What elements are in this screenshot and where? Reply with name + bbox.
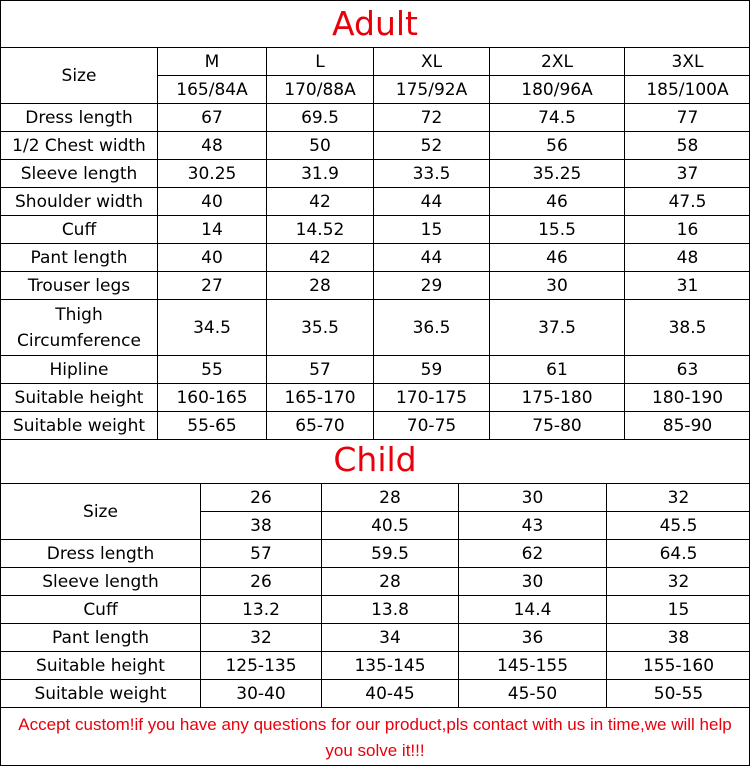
measurement-value: 34 [322, 624, 459, 652]
measurement-value: 29 [374, 272, 490, 300]
measurement-value: 14 [158, 216, 267, 244]
measurement-row [1, 104, 750, 132]
size-name-cell: 30 [459, 484, 607, 512]
measurement-value: 67 [158, 104, 267, 132]
size-code-cell: 38 [201, 512, 322, 540]
measurement-row [1, 596, 750, 624]
measurement-value: 61 [490, 356, 625, 384]
measurement-label: Pant length [1, 624, 201, 652]
measurement-label: Suitable weight [1, 412, 158, 440]
measurement-value: 30 [490, 272, 625, 300]
measurement-value: 30.25 [158, 160, 267, 188]
measurement-value: 77 [625, 104, 750, 132]
measurement-value: 57 [267, 356, 374, 384]
measurement-value: 59.5 [322, 540, 459, 568]
measurement-value: 48 [158, 132, 267, 160]
measurement-value: 32 [201, 624, 322, 652]
measurement-value: 42 [267, 188, 374, 216]
size-header-row [1, 48, 750, 76]
measurement-value: 40-45 [322, 680, 459, 708]
measurement-value: 44 [374, 188, 490, 216]
measurement-value: 13.8 [322, 596, 459, 624]
child-title: Child [333, 440, 417, 479]
measurement-row [1, 216, 750, 244]
measurement-label: Suitable height [1, 384, 158, 412]
measurement-value: 30 [459, 568, 607, 596]
measurement-value: 57 [201, 540, 322, 568]
measurement-value: 70-75 [374, 412, 490, 440]
measurement-value: 55 [158, 356, 267, 384]
measurement-row [1, 652, 750, 680]
measurement-value: 31.9 [267, 160, 374, 188]
child-size-table [0, 483, 750, 708]
size-name-cell: 3XL [625, 48, 750, 76]
measurement-value: 46 [490, 188, 625, 216]
measurement-value: 170-175 [374, 384, 490, 412]
measurement-value: 15 [374, 216, 490, 244]
size-header-label: Size [1, 484, 201, 540]
size-name-cell: M [158, 48, 267, 76]
size-header-label: Size [1, 48, 158, 104]
adult-size-table [0, 47, 750, 440]
measurement-row [1, 272, 750, 300]
measurement-value: 85-90 [625, 412, 750, 440]
measurement-value: 59 [374, 356, 490, 384]
measurement-label: Thigh Circumference [1, 300, 158, 356]
measurement-value: 74.5 [490, 104, 625, 132]
measurement-value: 50-55 [607, 680, 750, 708]
measurement-value: 15 [607, 596, 750, 624]
size-code-cell: 180/96A [490, 76, 625, 104]
measurement-value: 27 [158, 272, 267, 300]
measurement-value: 37.5 [490, 300, 625, 356]
measurement-value: 40 [158, 188, 267, 216]
measurement-value: 34.5 [158, 300, 267, 356]
measurement-value: 36 [459, 624, 607, 652]
measurement-row [1, 132, 750, 160]
measurement-value: 160-165 [158, 384, 267, 412]
measurement-label: Suitable weight [1, 680, 201, 708]
measurement-value: 63 [625, 356, 750, 384]
measurement-row [1, 540, 750, 568]
measurement-value: 28 [322, 568, 459, 596]
measurement-value: 48 [625, 244, 750, 272]
size-name-cell: 32 [607, 484, 750, 512]
measurement-value: 180-190 [625, 384, 750, 412]
measurement-value: 175-180 [490, 384, 625, 412]
measurement-value: 69.5 [267, 104, 374, 132]
measurement-value: 37 [625, 160, 750, 188]
measurement-value: 28 [267, 272, 374, 300]
size-name-cell: L [267, 48, 374, 76]
measurement-value: 14.4 [459, 596, 607, 624]
measurement-value: 165-170 [267, 384, 374, 412]
measurement-label: Suitable height [1, 652, 201, 680]
measurement-label: Trouser legs [1, 272, 158, 300]
measurement-value: 47.5 [625, 188, 750, 216]
measurement-value: 16 [625, 216, 750, 244]
measurement-value: 32 [607, 568, 750, 596]
measurement-value: 35.5 [267, 300, 374, 356]
measurement-value: 33.5 [374, 160, 490, 188]
measurement-value: 135-145 [322, 652, 459, 680]
size-name-cell: 26 [201, 484, 322, 512]
measurement-value: 30-40 [201, 680, 322, 708]
measurement-value: 55-65 [158, 412, 267, 440]
size-code-cell: 40.5 [322, 512, 459, 540]
measurement-value: 56 [490, 132, 625, 160]
measurement-value: 26 [201, 568, 322, 596]
measurement-label: Pant length [1, 244, 158, 272]
measurement-value: 42 [267, 244, 374, 272]
measurement-value: 46 [490, 244, 625, 272]
measurement-label: 1/2 Chest width [1, 132, 158, 160]
footer-note: Accept custom!if you have any questions for our product,pls contact with us in time,we will help you solve it!!! [18, 715, 732, 760]
measurement-value: 75-80 [490, 412, 625, 440]
measurement-label: Dress length [1, 104, 158, 132]
measurement-value: 64.5 [607, 540, 750, 568]
size-code-cell: 175/92A [374, 76, 490, 104]
size-name-cell: 28 [322, 484, 459, 512]
measurement-value: 40 [158, 244, 267, 272]
measurement-value: 38.5 [625, 300, 750, 356]
measurement-label: Sleeve length [1, 160, 158, 188]
measurement-row [1, 300, 750, 356]
adult-title: Adult [332, 4, 418, 43]
measurement-label: Cuff [1, 596, 201, 624]
measurement-value: 14.52 [267, 216, 374, 244]
size-name-cell: XL [374, 48, 490, 76]
measurement-row [1, 356, 750, 384]
border-top [0, 0, 750, 1]
measurement-value: 13.2 [201, 596, 322, 624]
measurement-label: Hipline [1, 356, 158, 384]
size-code-cell: 43 [459, 512, 607, 540]
measurement-value: 35.25 [490, 160, 625, 188]
measurement-row [1, 412, 750, 440]
measurement-value: 125-135 [201, 652, 322, 680]
measurement-value: 58 [625, 132, 750, 160]
size-name-cell: 2XL [490, 48, 625, 76]
measurement-row [1, 188, 750, 216]
size-code-cell: 165/84A [158, 76, 267, 104]
measurement-value: 15.5 [490, 216, 625, 244]
measurement-value: 31 [625, 272, 750, 300]
size-code-cell: 185/100A [625, 76, 750, 104]
size-header-row [1, 484, 750, 512]
measurement-value: 62 [459, 540, 607, 568]
measurement-value: 38 [607, 624, 750, 652]
measurement-row [1, 384, 750, 412]
measurement-value: 36.5 [374, 300, 490, 356]
measurement-label: Dress length [1, 540, 201, 568]
measurement-row [1, 568, 750, 596]
measurement-value: 44 [374, 244, 490, 272]
size-code-cell: 170/88A [267, 76, 374, 104]
measurement-label: Shoulder width [1, 188, 158, 216]
size-code-cell: 45.5 [607, 512, 750, 540]
measurement-label: Cuff [1, 216, 158, 244]
measurement-value: 155-160 [607, 652, 750, 680]
measurement-row [1, 624, 750, 652]
measurement-value: 52 [374, 132, 490, 160]
measurement-row [1, 160, 750, 188]
measurement-row [1, 680, 750, 708]
measurement-row [1, 244, 750, 272]
measurement-value: 65-70 [267, 412, 374, 440]
measurement-value: 50 [267, 132, 374, 160]
measurement-value: 72 [374, 104, 490, 132]
measurement-label: Sleeve length [1, 568, 201, 596]
measurement-value: 45-50 [459, 680, 607, 708]
measurement-value: 145-155 [459, 652, 607, 680]
